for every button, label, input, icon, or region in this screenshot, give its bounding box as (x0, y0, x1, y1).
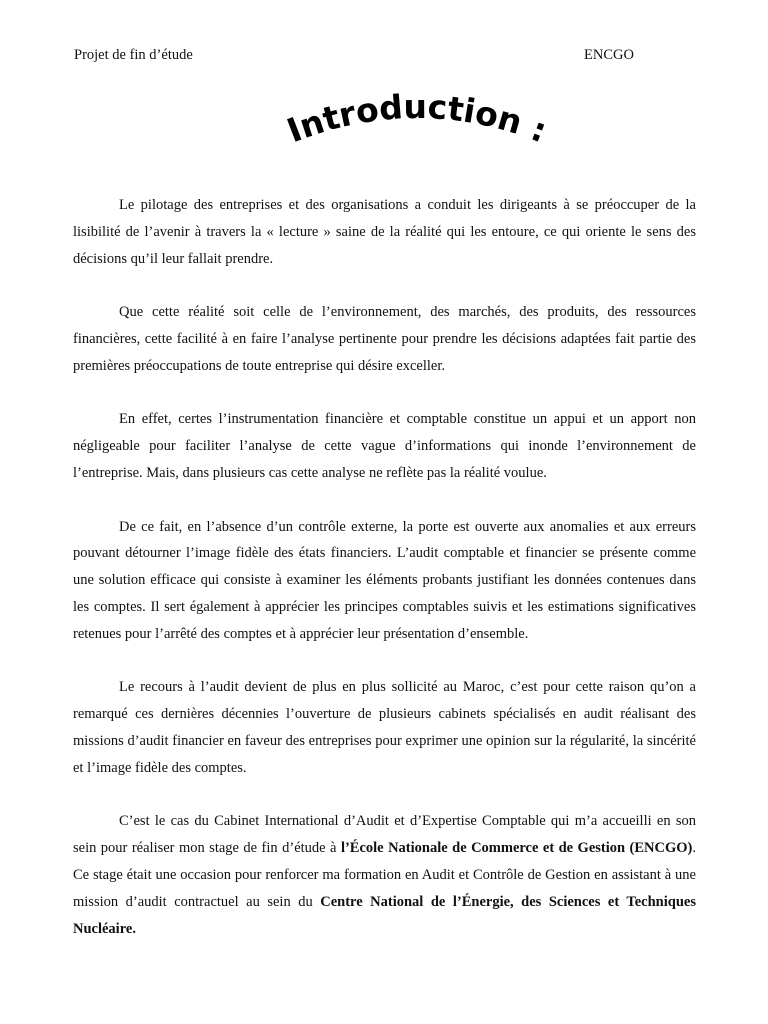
introduction-body (73, 192, 696, 942)
introduction-title (262, 92, 572, 162)
paragraph-6-encg-name: l’École Nationale de Commerce et de Gestion (ENCGO) (340, 840, 693, 857)
paragraph-5: Le recours à l’audit devient de plus en plus sollicité au Maroc, c’est pour cette raison qu’on a remarqué ces dernières décennies l’ouverture de plusieurs cabinets spécialisés en audit réalisant des missions d’audit financier en faveur des entreprises pour exprimer une opinion sur la régularité, la sincérité et l’image fidèle des comptes. (73, 679, 696, 776)
paragraph-6-part-1: C’est le cas du Cabinet International d’Audit et d’Expertise Comptable qui m’a accueilli en son sein pour réaliser mon stage de fin d’étude à (73, 813, 696, 857)
paragraph-3: En effet, certes l’instrumentation financière et comptable constitue un appui et un apport non négligeable pour faciliter l’analyse de cette vague d’informations qui inonde l’environnement de l’entreprise. Mais, dans plusieurs cas cette analyse ne reflète pas la réalité voulue. (73, 411, 696, 481)
paragraph-4: De ce fait, en l’absence d’un contrôle externe, la porte est ouverte aux anomalies et aux erreurs pouvant détourner l’image fidèle des états financiers. L’audit comptable et financier se présente comme une solution efficace qui consiste à examiner les éléments probants justifiant les données contenues dans les comptes. Il sert également à apprécier les principes comptables suivis et les estimations significatives retenues pour l’arrêté des comptes et à apprécier leur présentation d’ensemble. (73, 518, 696, 642)
paragraph-2: Que cette réalité soit celle de l’environnement, des marchés, des produits, des ressources financières, cette facilité à en faire l’analyse pertinente pour prendre les décisions adaptées fait partie des premières préoccupations de toute entreprise qui désire exceller. (73, 304, 696, 374)
introduction-title-path: Introduction : (281, 92, 553, 151)
header-project-label: Projet de fin d’étude (74, 47, 193, 63)
header-school-label: ENCGO (584, 47, 634, 63)
paragraph-6-part-2: . Ce stage était une occasion pour renforcer ma formation en Audit et Contrôle de Gestion en assistant à une mission d’audit contractuel au sein du (73, 840, 696, 910)
paragraph-1: Le pilotage des entreprises et des organisations a conduit les dirigeants à se préoccuper de la lisibilité de l’avenir à travers la « lecture » saine de la réalité qui les entoure, ce qui oriente le sens des décisions qu’il leur fallait prendre. (73, 197, 696, 267)
introduction-title-text (282, 92, 553, 150)
paragraph-6 (73, 808, 696, 942)
paragraph-6-center-name: Centre National de l’Énergie, des Sciences et Techniques Nucléaire. (73, 893, 696, 937)
